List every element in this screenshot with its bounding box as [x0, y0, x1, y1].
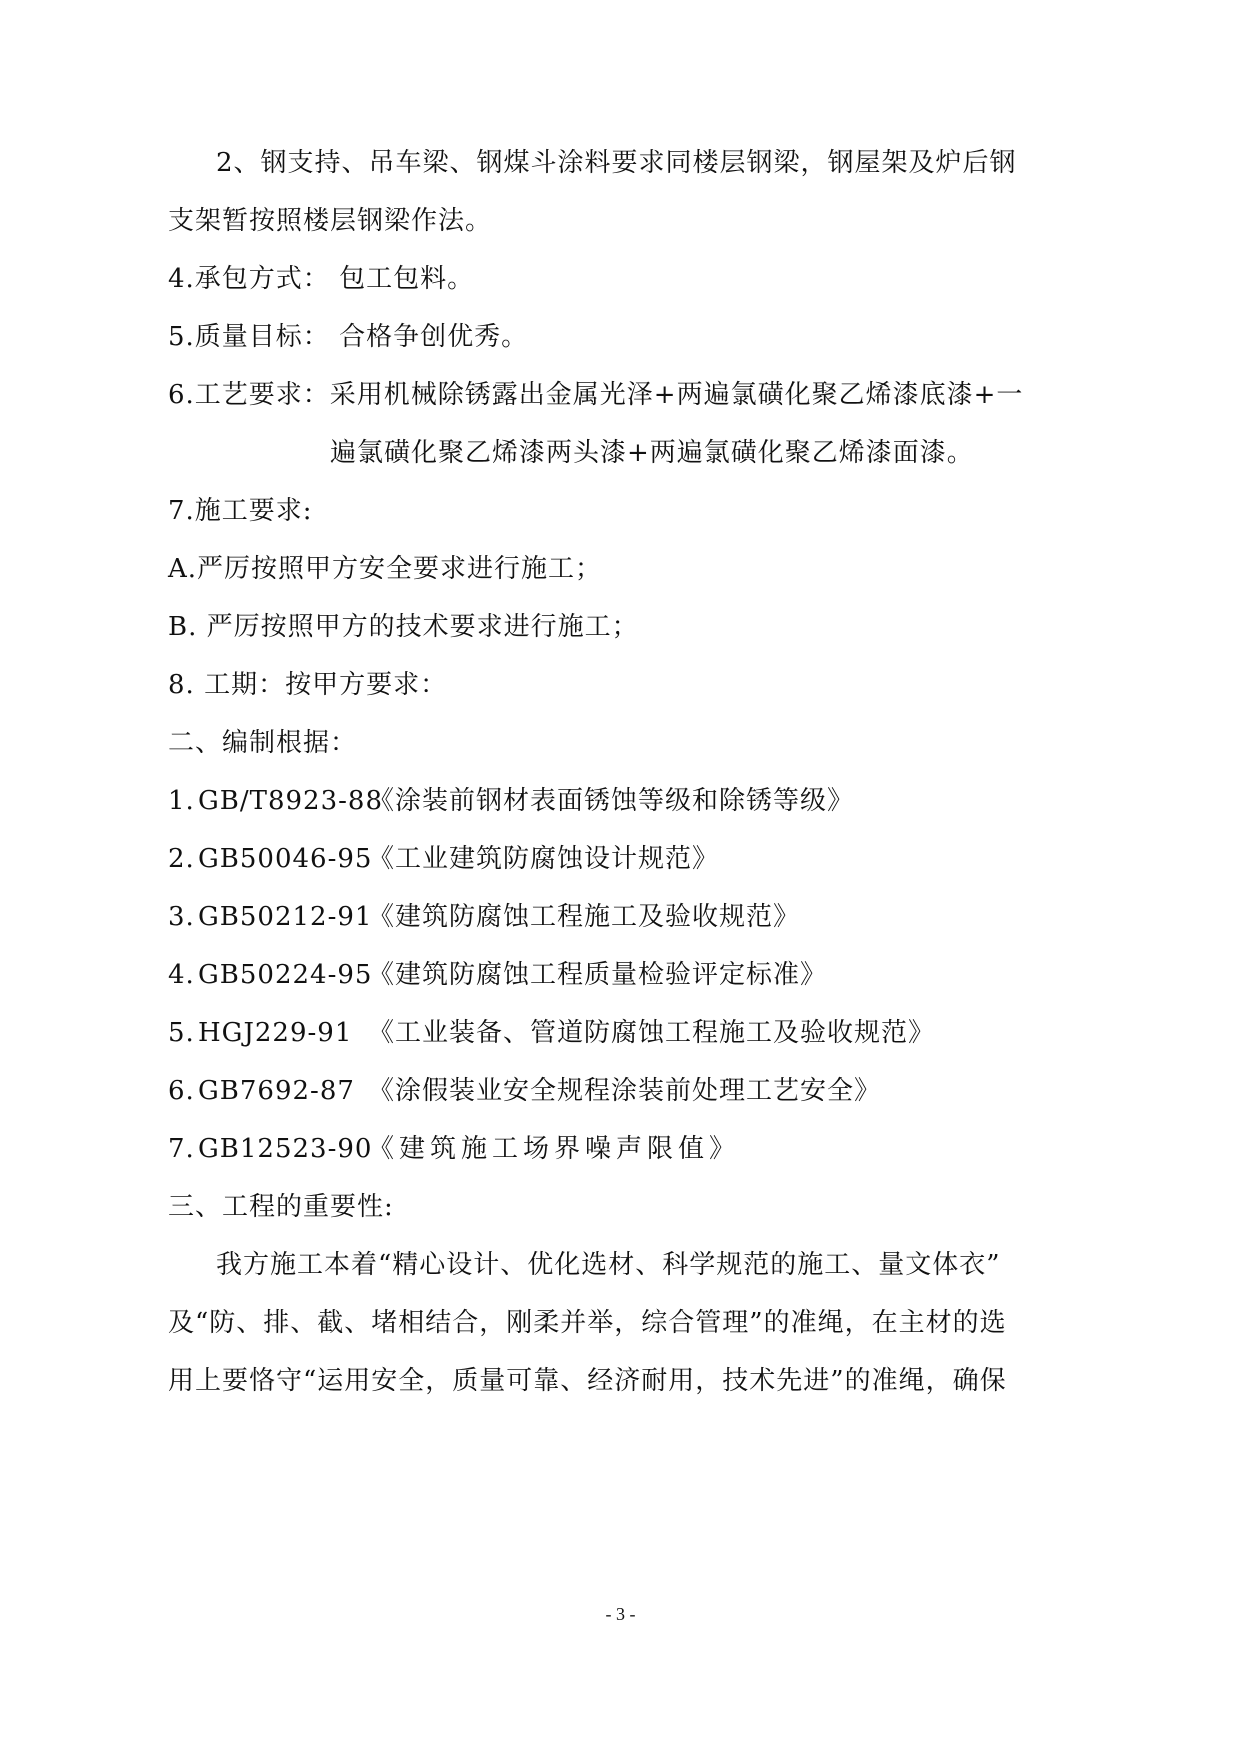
reference-title: 《工业建筑防腐蚀设计规范》: [368, 844, 720, 874]
contract-method: 4.承包方式： 包工包料。: [168, 264, 475, 294]
requirement-a: A.严厉按照甲方安全要求进行施工；: [168, 554, 603, 584]
reference-code: GB/T8923-88: [198, 786, 384, 816]
reference-code: HGJ229-91: [198, 1018, 353, 1048]
reference-number: 3.: [168, 902, 195, 932]
reference-number: 6.: [168, 1076, 195, 1106]
reference-code: GB50212-91: [198, 902, 373, 932]
paragraph-steel-support-cont: 支架暂按照楼层钢梁作法。: [168, 206, 493, 236]
reference-code: GB50046-95: [198, 844, 373, 874]
section-3-line: 用上要恪守“运用安全，质量可靠、经济耐用，技术先进”的准绳，确保: [168, 1366, 1007, 1396]
page-number: - 3 -: [605, 1604, 636, 1624]
reference-number: 5.: [168, 1018, 195, 1048]
quality-target: 5.质量目标： 合格争创优秀。: [168, 322, 529, 352]
reference-item: [168, 900, 800, 934]
reference-item: [168, 1132, 740, 1166]
process-requirements-cont: 遍氯磺化聚乙烯漆两头漆+两遍氯磺化聚乙烯漆面漆。: [330, 438, 974, 468]
reference-title: 《建筑防腐蚀工程施工及验收规范》: [368, 902, 801, 932]
reference-title: 《建筑防腐蚀工程质量检验评定标准》: [368, 960, 828, 990]
process-requirements: 6.工艺要求：采用机械除锈露出金属光泽+两遍氯磺化聚乙烯漆底漆+一: [168, 380, 1024, 410]
reference-number: 7.: [168, 1134, 195, 1164]
reference-number: 2.: [168, 844, 195, 874]
reference-item: [168, 842, 719, 876]
reference-number: 1.: [168, 786, 195, 816]
section-2-heading: 二、编制根据：: [168, 728, 358, 758]
section-3-heading: 三、工程的重要性:: [168, 1192, 394, 1222]
reference-item: [168, 958, 827, 992]
reference-code: GB50224-95: [198, 960, 373, 990]
reference-title: 《工业装备、管道防腐蚀工程施工及验收规范》: [368, 1018, 936, 1048]
reference-title: 《建筑施工场界噪声限值》: [368, 1134, 741, 1164]
section-3-line: 及“防、排、截、堵相结合，刚柔并举，综合管理”的准绳，在主材的选: [168, 1308, 1007, 1338]
reference-item: [168, 784, 854, 818]
reference-item: [168, 1016, 935, 1050]
reference-title: 《涂假装业安全规程涂装前处理工艺安全》: [368, 1076, 882, 1106]
section-3-line: 我方施工本着“精心设计、优化选材、科学规范的施工、量文体衣”: [216, 1250, 1001, 1280]
reference-number: 4.: [168, 960, 195, 990]
reference-item: [168, 1074, 881, 1108]
reference-code: GB12523-90: [198, 1134, 373, 1164]
construction-requirements-heading: 7.施工要求:: [168, 496, 313, 526]
schedule: 8. 工期：按甲方要求：: [168, 670, 448, 700]
requirement-b: B. 严厉按照甲方的技术要求进行施工；: [168, 612, 639, 642]
paragraph-steel-support: 2、钢支持、吊车梁、钢煤斗涂料要求同楼层钢梁，钢屋架及炉后钢: [216, 148, 1017, 178]
reference-code: GB7692-87: [198, 1076, 355, 1106]
reference-title: 《涂装前钢材表面锈蚀等级和除锈等级》: [368, 786, 855, 816]
